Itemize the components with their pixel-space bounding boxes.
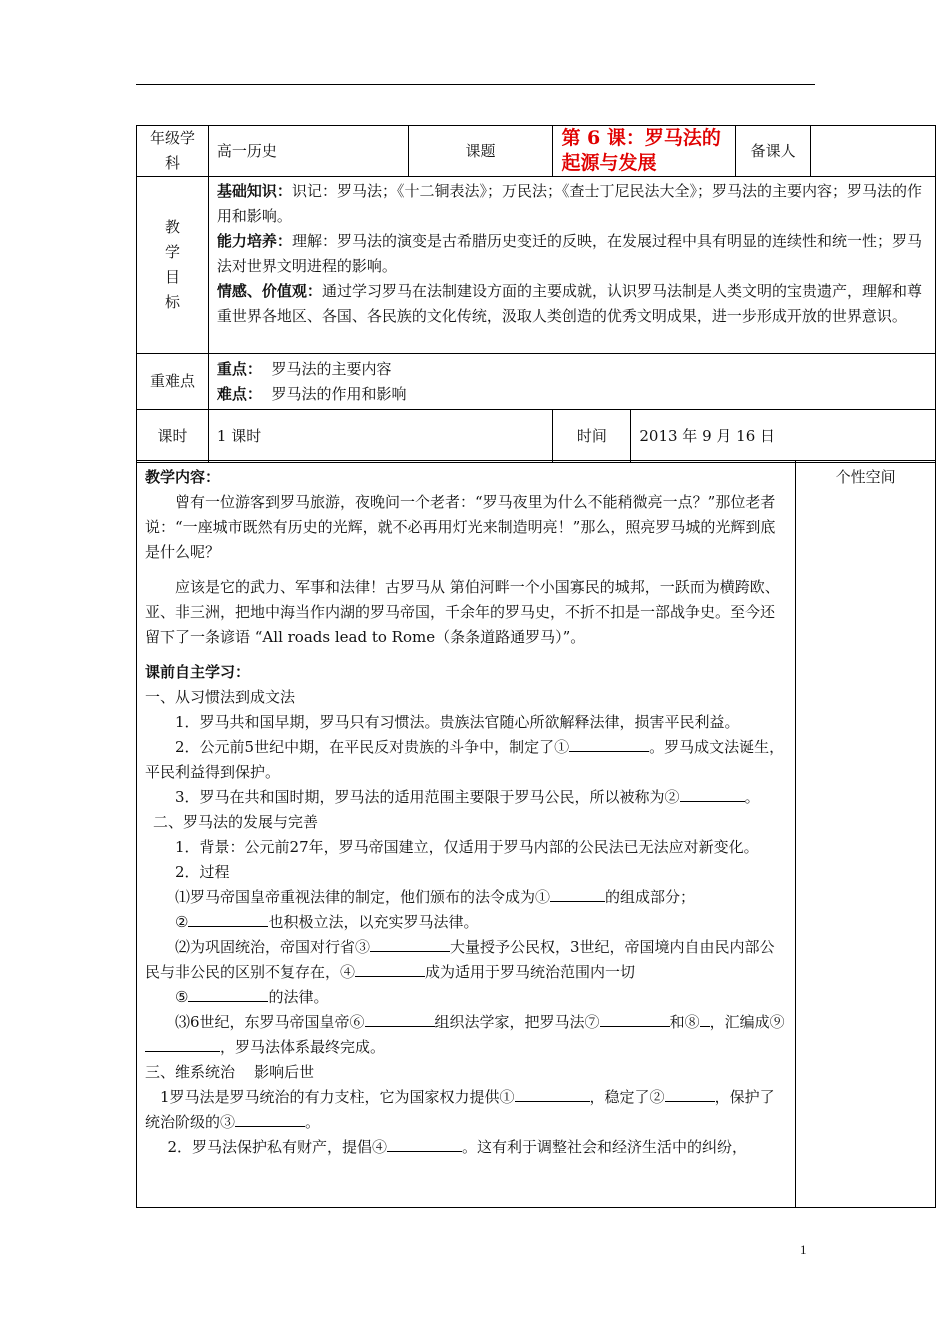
section-2-title: 二、罗马法的发展与完善 (153, 813, 319, 831)
hours-label: 课时 (137, 410, 209, 463)
goals-content (208, 177, 935, 354)
s3-item-1: 1罗马法是罗马统治的有力支柱，它为国家权力提供① ，稳定了② ，保护了统治阶级的③ 。 (145, 1088, 775, 1131)
s2-process-1: ⑴罗马帝国皇帝重视法律的制定，他们颁布的法令成为① 的组成部分； (175, 888, 696, 906)
blank-p2[interactable] (188, 912, 268, 927)
time-label: 时间 (553, 410, 631, 463)
topic-label: 课题 (408, 126, 553, 177)
intro-paragraph-1: 曾有一位游客到罗马旅游，夜晚问一个老者：“罗马夜里为什么不能稍微亮一点？”那位老者说：“一座城市既然有历史的光辉，就不必再用灯光来制造明亮！”那么，照亮罗马城的光辉到底是什么呢？ (145, 493, 776, 561)
blank-2[interactable] (680, 787, 745, 802)
goals-label-text: 教学目标 (164, 218, 180, 311)
emotion-label: 情感、价值观： (216, 282, 322, 300)
page-number: 1 (800, 1242, 807, 1257)
blank-s3-1[interactable] (515, 1087, 590, 1102)
self-study-label: 课前自主学习： (145, 663, 251, 681)
emotion-text: 通过学习罗马在法制建设方面的主要成就，认识罗马法制是人类文明的宝贵遗产，理解和尊重世界各地区、各国、各民族的文化传统，汲取人类创造的优秀文明成果，进一步形成开放的世界意识。 (216, 282, 922, 325)
blank-p4[interactable] (355, 962, 425, 977)
s2-process-2: ⑵为巩固统治，帝国对行省③ 大量授予公民权，3世纪，帝国境内自由民内部公民与非公民的区别不复存在，④ 成为适用于罗马统治范围内一切 (145, 938, 775, 981)
basic-label: 基础知识： (216, 182, 292, 200)
blank-s3-3[interactable] (235, 1112, 305, 1127)
blank-p3[interactable] (370, 937, 450, 952)
blank-p9[interactable] (145, 1037, 220, 1052)
personal-space: 个性空间 (796, 461, 936, 1208)
section-1-title: 一、从习惯法到成文法 (145, 688, 296, 706)
key-text: 罗马法的主要内容 (271, 359, 392, 378)
blank-1[interactable] (569, 737, 649, 752)
s2-process-2b: ⑤ 的法律。 (175, 988, 329, 1006)
blank-p5[interactable] (188, 987, 268, 1002)
blank-s3-4[interactable] (387, 1137, 462, 1152)
diff-text: 罗马法的作用和影响 (271, 384, 407, 403)
section-3-title: 三、维系统治 影响后世 (145, 1063, 315, 1081)
s1-item-3: 3．罗马在共和国时期，罗马法的适用范围主要限于罗马公民，所以被称为② 。 (175, 788, 760, 806)
grade-label: 年级学科 (137, 126, 209, 177)
s2-process-3: ⑶6世纪，东罗马帝国皇帝⑥ 组织法学家，把罗马法⑦ 和⑧ ，汇编成⑨，罗马法体系最终完成。 (145, 1010, 787, 1060)
blank-p1[interactable] (550, 887, 605, 902)
teaching-content (137, 461, 796, 1208)
ability-label: 能力培养： (216, 232, 292, 250)
blank-p7[interactable] (600, 1012, 670, 1027)
blank-p6[interactable] (365, 1012, 435, 1027)
blank-s3-2[interactable] (665, 1087, 715, 1102)
blank-p8[interactable] (700, 1012, 710, 1027)
s3-item-2: 2．罗马法保护私有财产，提倡④ 。这有利于调整社会和经济生活中的纠纷， (167, 1138, 748, 1156)
header-rule (136, 84, 815, 85)
s2-process-1b: ② 也积极立法，以充实罗马法律。 (175, 913, 479, 931)
preparer-value (811, 126, 936, 177)
preparer-label: 备课人 (736, 126, 811, 177)
ability-text: 理解：罗马法的演变是古希腊历史变迁的反映，在发展过程中具有明显的连续性和统一性；罗马法对世界文明进程的影响。 (216, 232, 922, 275)
diff-label: 难点： (216, 384, 262, 403)
s2-item-1: 1．背景：公元前27年，罗马帝国建立，仅适用于罗马内部的公民法已无法应对新变化。 (175, 838, 759, 856)
content-table (136, 460, 936, 1208)
topic-title: 第 6 课：罗马法的起源与发展 (553, 126, 736, 177)
s2-item-2: 2．过程 (175, 863, 230, 881)
goals-label (137, 177, 209, 354)
time-value: 2013 年 9 月 16 日 (631, 410, 936, 463)
intro-paragraph-2: 应该是它的武力、军事和法律！古罗马从 第伯河畔一个小国寡民的城邦，一跃而为横跨欧、亚、非三洲，把地中海当作内湖的罗马帝国，千余年的罗马史，不折不扣是一部战争史。至今还留下了一条谚语 “All roads lead to Rome（条条道路通罗马）”。 (145, 578, 780, 646)
keypoints-content (208, 354, 935, 410)
keypoints-label: 重难点 (137, 354, 209, 410)
basic-text: 识记：罗马法；《十二铜表法》；万民法；《查士丁尼民法大全》；罗马法的主要内容；罗马法的作用和影响。 (216, 182, 922, 225)
teach-label: 教学内容： (145, 468, 221, 486)
lesson-plan-table (136, 125, 936, 463)
key-label: 重点： (216, 359, 262, 378)
s1-item-1: 1．罗马共和国早期，罗马只有习惯法。贵族法官随心所欲解释法律，损害平民利益。 (175, 713, 740, 731)
s1-item-2: 2．公元前5世纪中期，在平民反对贵族的斗争中，制定了① 。罗马成文法诞生，平民利益得到保护。 (145, 738, 785, 781)
hours-value: 1 课时 (208, 410, 553, 463)
grade-value: 高一历史 (208, 126, 408, 177)
